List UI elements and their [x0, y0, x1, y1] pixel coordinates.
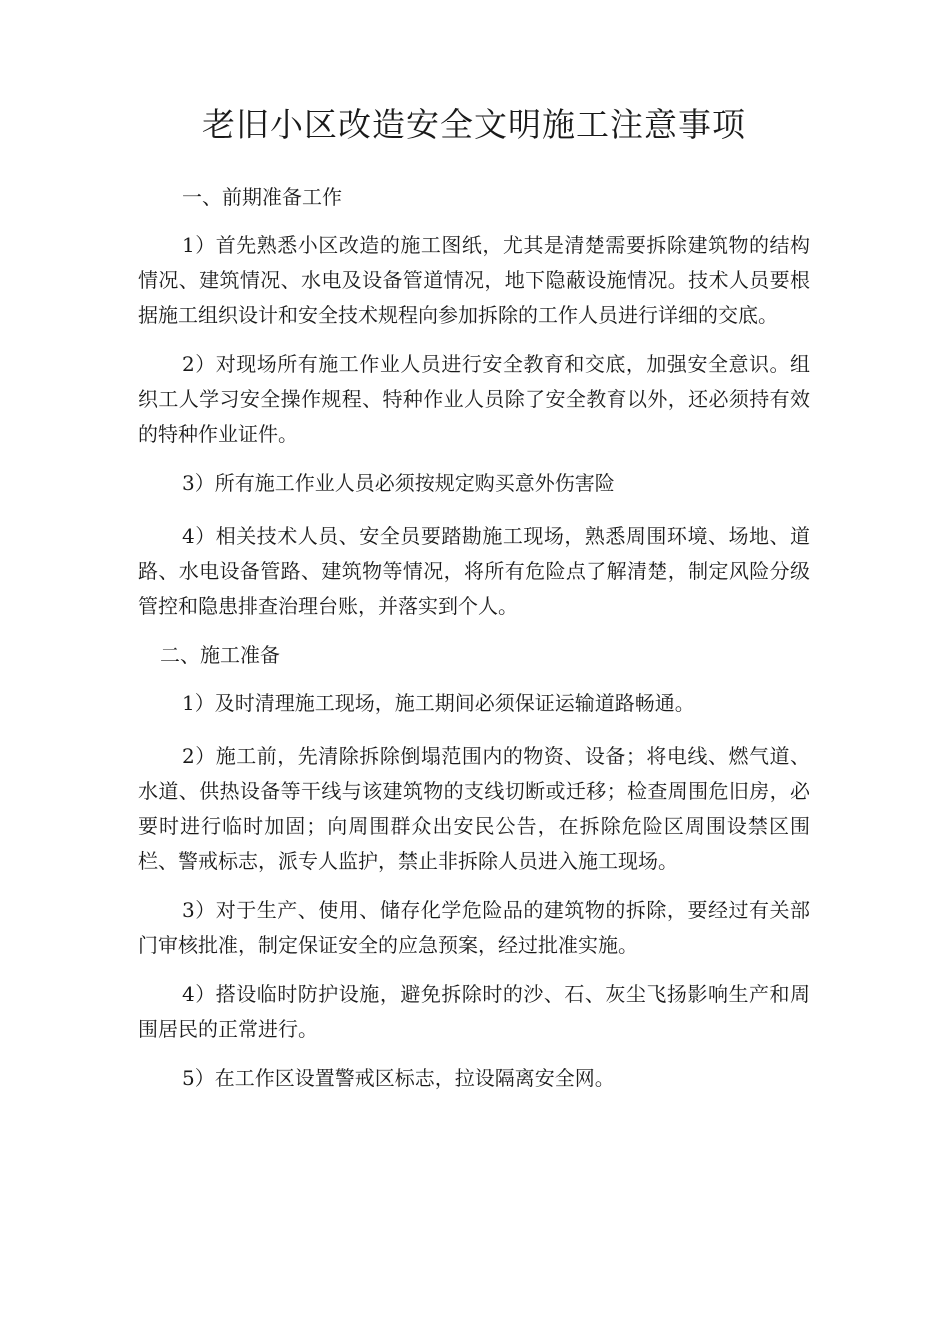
- paragraph-item-3: 3）对于生产、使用、储存化学危险品的建筑物的拆除，要经过有关部门审核批准，制定保证安全的应急预案，经过批准实施。: [138, 898, 810, 957]
- section-heading-construction-prep: 二、施工准备: [160, 643, 280, 667]
- section-construction-prep: [138, 638, 810, 1096]
- paragraph-item-3: 3）所有施工作业人员必须按规定购买意外伤害险: [182, 471, 615, 495]
- document-title: 老旧小区改造安全文明施工注意事项: [202, 105, 746, 144]
- paragraph-item-4: 4）搭设临时防护设施，避免拆除时的沙、石、灰尘飞扬影响生产和周围居民的正常进行。: [138, 982, 810, 1041]
- paragraph-item-5: 5）在工作区设置警戒区标志，拉设隔离安全网。: [182, 1066, 615, 1090]
- document-page: [138, 96, 810, 1114]
- paragraph-item-2: 2）施工前，先清除拆除倒塌范围内的物资、设备；将电线、燃气道、水道、供热设备等干线与该建筑物的支线切断或迁移；检查周围危旧房，必要时进行临时加固；向周围群众出安民公告，在拆除危险区周围设禁区围栏、警戒标志，派专人监护，禁止非拆除人员进入施工现场。: [138, 744, 810, 873]
- paragraph-item-1: 1）及时清理施工现场，施工期间必须保证运输道路畅通。: [182, 691, 695, 715]
- section-preparation: [138, 180, 810, 624]
- section-heading-preparation: 一、前期准备工作: [182, 185, 342, 209]
- paragraph-item-4: 4）相关技术人员、安全员要踏勘施工现场，熟悉周围环境、场地、道路、水电设备管路、建筑物等情况，将所有危险点了解清楚，制定风险分级管控和隐患排查治理台账，并落实到个人。: [138, 524, 810, 618]
- paragraph-item-2: 2）对现场所有施工作业人员进行安全教育和交底，加强安全意识。组织工人学习安全操作规程、特种作业人员除了安全教育以外，还必须持有效的特种作业证件。: [138, 352, 810, 446]
- paragraph-item-1: 1）首先熟悉小区改造的施工图纸，尤其是清楚需要拆除建筑物的结构情况、建筑情况、水电及设备管道情况，地下隐蔽设施情况。技术人员要根据施工组织设计和安全技术规程向参加拆除的工作人员进行详细的交底。: [138, 233, 810, 327]
